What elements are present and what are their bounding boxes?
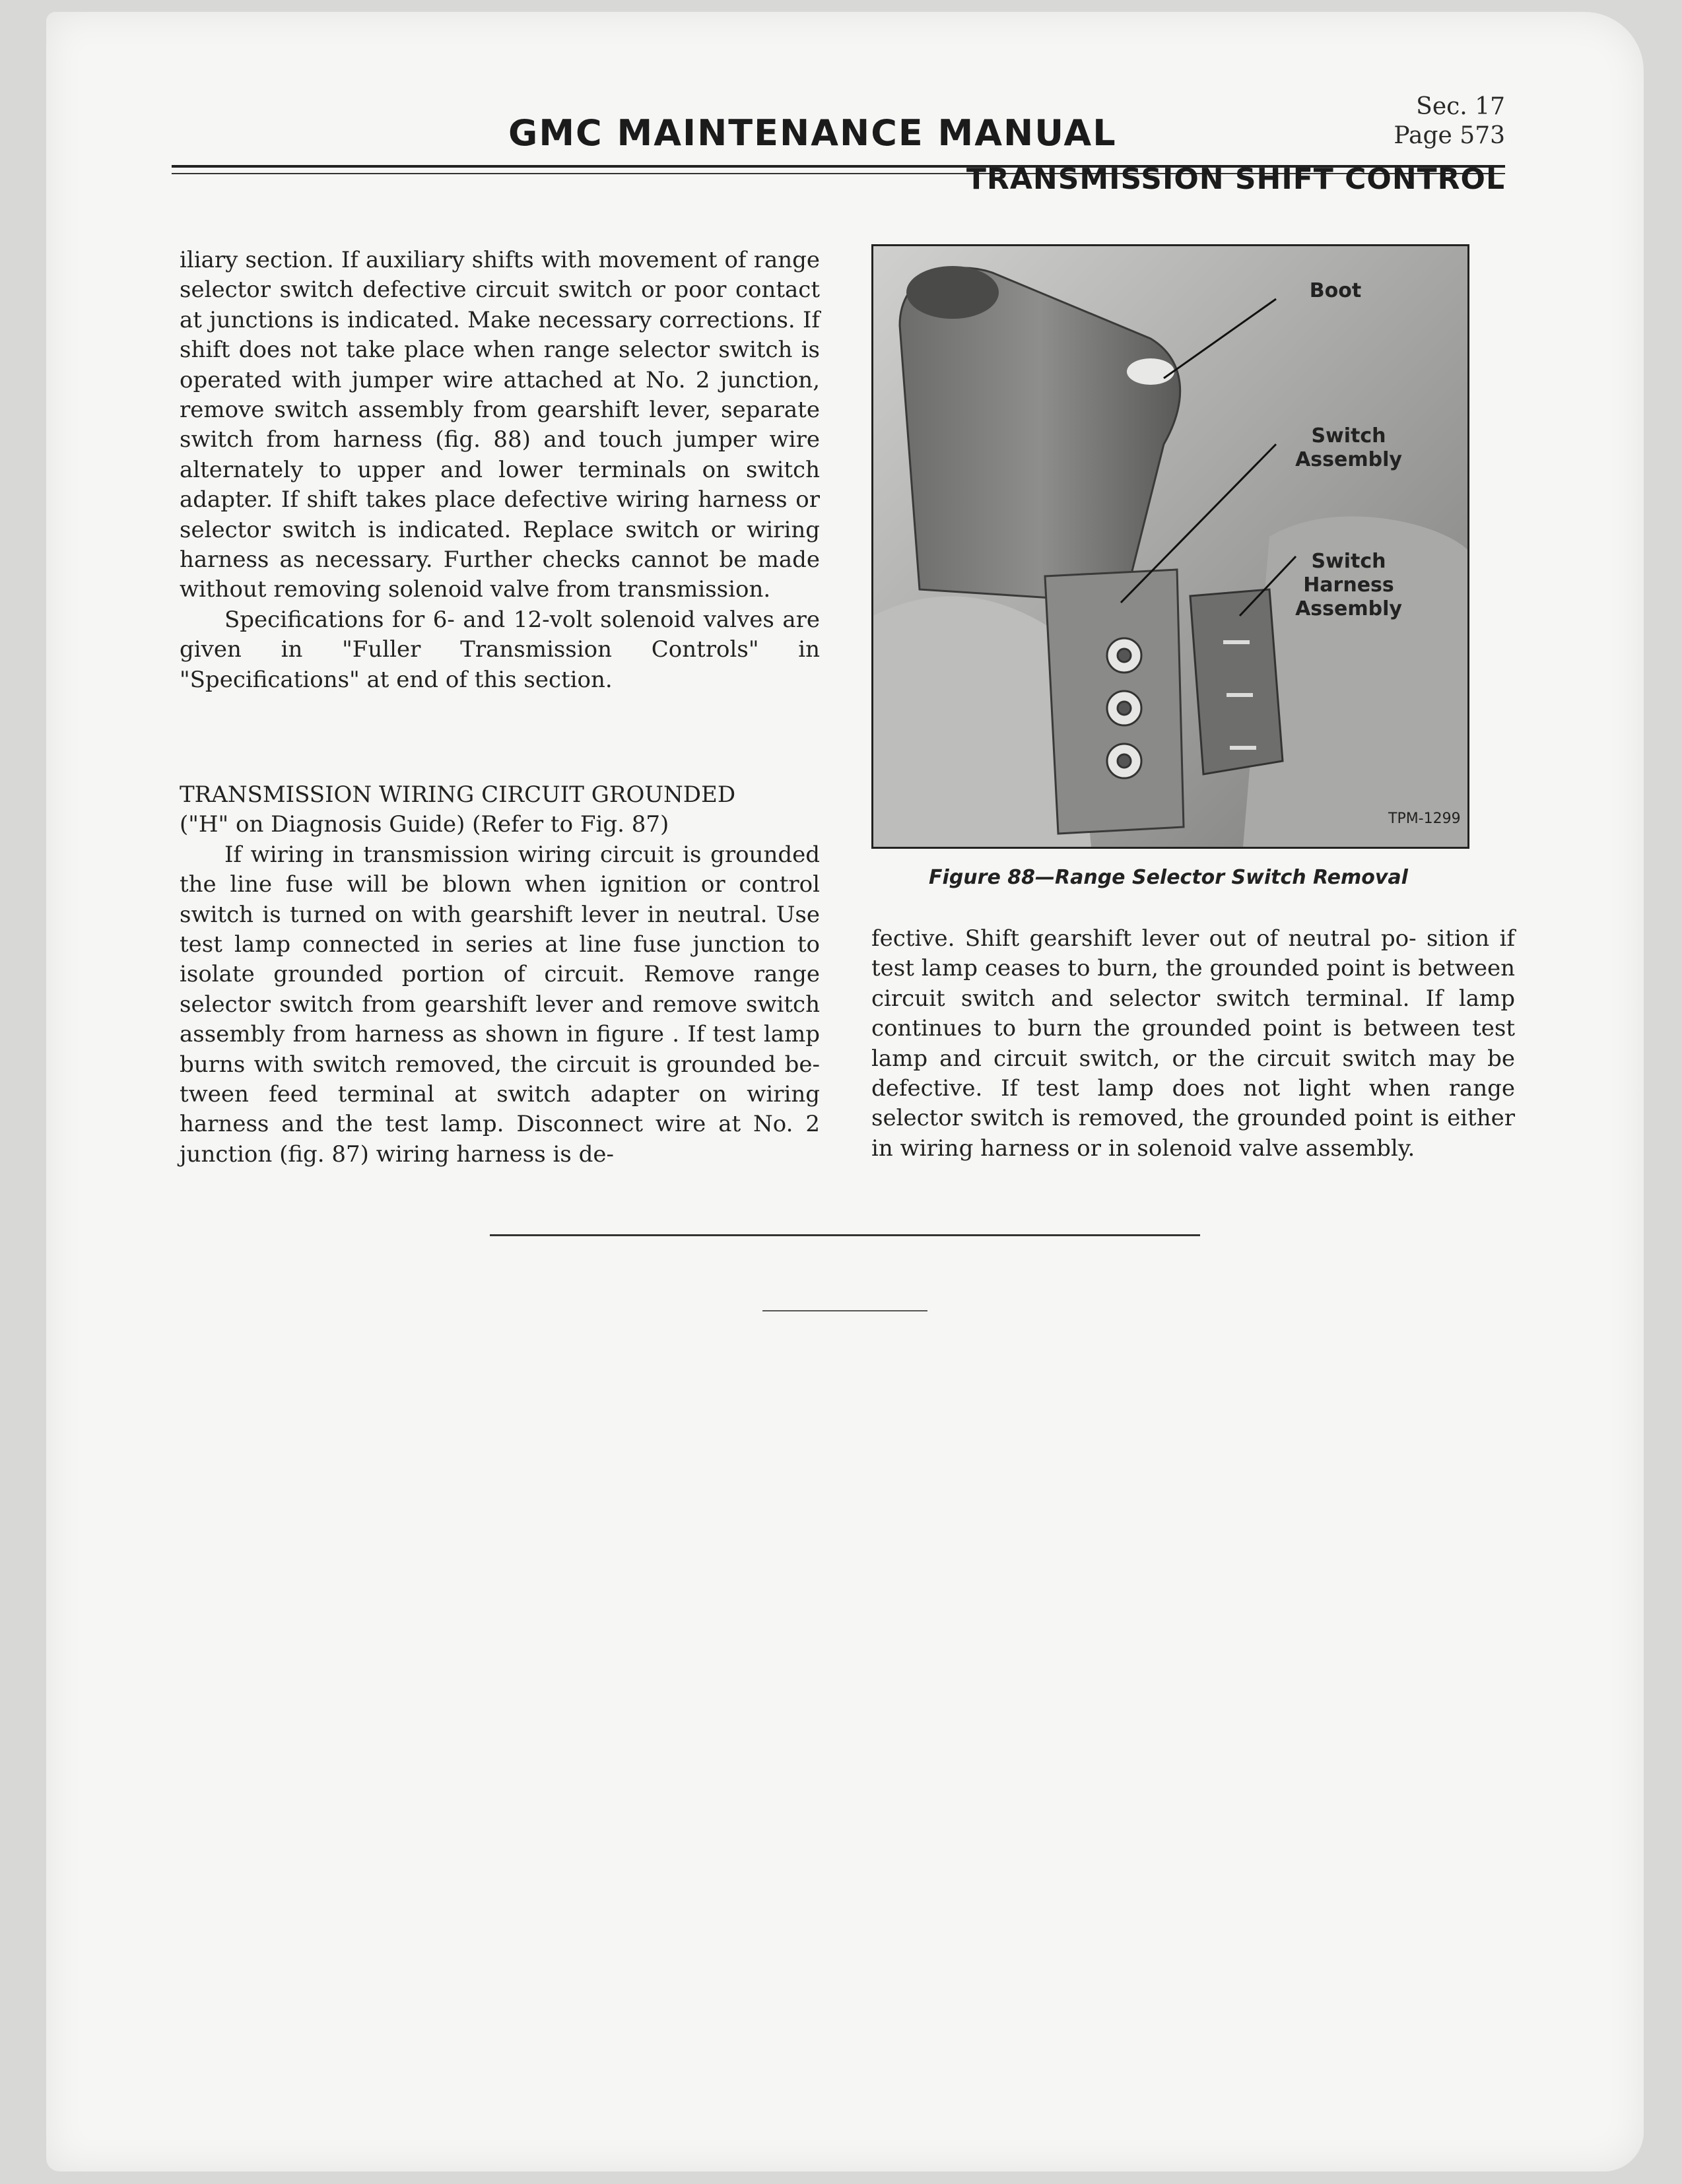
label-boot: Boot (1309, 279, 1362, 302)
label-switch-harness-assembly: Switch Harness Assembly (1295, 550, 1402, 620)
paragraph-grounded: If wiring in transmission wiring circuit is grounded the line fuse will be blown when ignition or control switch is turned on with gearshift lever in neutral. Use test lamp connected in series at line fuse junction to isolate grounded portion of circuit. Remove range selector switch from gearshift lever and remove switch assembly from harness as shown in figure . If test lamp burns with switch removed, the circuit is grounded be- tween feed terminal at switch adapter on wiring harness and the test lamp. Disconnect wire at No. 2 junction (fig. 87) wiring harness is de- (180, 841, 820, 1168)
short-divider (762, 1310, 927, 1311)
section-subtitle: TRANSMISSION SHIFT CONTROL (966, 162, 1505, 196)
paragraph-auxiliary: iliary section. If auxiliary shifts with movement of range selector switch defective circuit switch or poor contact at junctions is indicated. Make necessary corrections. If shift does not take place when range selector switch is operated with jumper wire attached at No. 2 junction, remove switch assembly from gearshift lever, separate switch from harness (fig. 88) and touch jumper wire alternately to upper and lower terminals on switch adapter. If shift takes place defective wiring harness or selector switch is indicated. Replace switch or wiring harness as necessary. Further checks cannot be made without removing solenoid valve from transmission. (180, 247, 820, 603)
terminals (1107, 638, 1141, 778)
left-column-lower (180, 780, 820, 1170)
heading-grounded-line1: TRANSMISSION WIRING CIRCUIT GROUNDED (180, 781, 736, 808)
label-switch-assembly: Switch Assembly (1295, 424, 1402, 471)
paragraph-defective: fective. Shift gearshift lever out of neutral po- sition if test lamp ceases to burn, the grounded point is between circuit switch and selector switch terminal. If lamp continues to burn the grounded point is between test lamp and circuit switch, or the circuit switch may be defective. If test lamp does not light when range selector switch is removed, the grounded point is either in wiring harness or in solenoid valve assembly. (871, 925, 1515, 1162)
switch-photo (873, 246, 1467, 847)
page-number: Page 573 (1394, 122, 1505, 149)
section-page-number (1373, 92, 1505, 150)
figure-caption: Figure 88—Range Selector Switch Removal (929, 866, 1408, 889)
heading-grounded-line2: ("H" on Diagnosis Guide) (Refer to Fig. 87) (180, 811, 669, 838)
left-column-upper (180, 246, 820, 695)
paragraph-specifications: Specifications for 6- and 12-volt solenoid valves are given in "Fuller Transmission Controls" in "Specifications" at end of this section. (180, 606, 820, 693)
figure-88 (871, 244, 1469, 849)
manual-title: GMC MAINTENANCE MANUAL (508, 112, 1117, 154)
right-column (871, 924, 1515, 1164)
section-number: Sec. 17 (1416, 93, 1505, 120)
section-divider (490, 1234, 1200, 1236)
figure-code: TPM-1299 (1388, 811, 1461, 827)
